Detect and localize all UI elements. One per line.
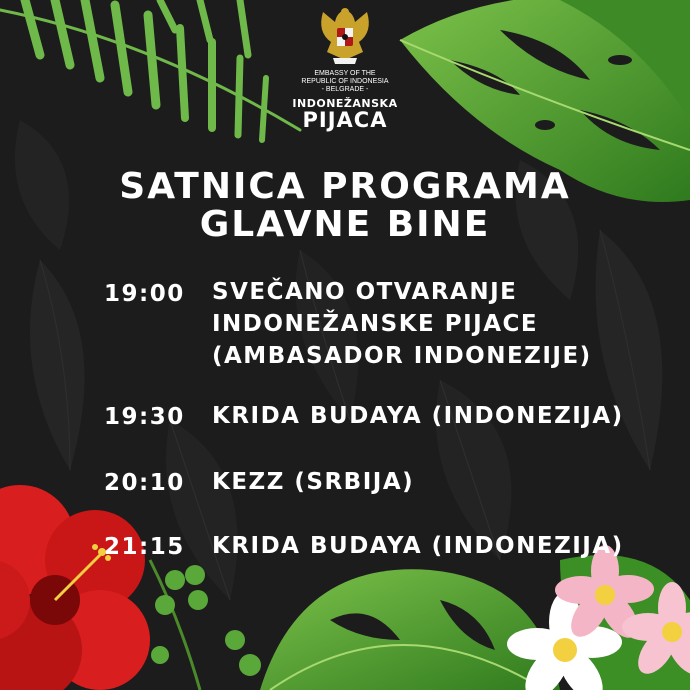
- schedule-time-3: 20:10: [104, 470, 185, 496]
- schedule-act-4: KRIDA BUDAYA (INDONEZIJA): [212, 533, 624, 559]
- monstera-leaf-bottom: [260, 569, 560, 690]
- schedule-time-1: 19:00: [104, 281, 185, 307]
- page-title-line-2: GLAVNE BINE: [199, 204, 491, 245]
- hibiscus-flower: [0, 485, 150, 690]
- brand-main-text: PIJACA: [302, 108, 388, 132]
- garuda-emblem-icon: [313, 2, 377, 68]
- schedule-act-2: KRIDA BUDAYA (INDONEZIJA): [212, 403, 624, 429]
- brand-top-text: INDONEŽANSKA: [292, 97, 398, 110]
- round-leaves-bottom: [150, 560, 261, 690]
- page-title-line-1: SATNICA PROGRAMA: [119, 166, 571, 207]
- schedule-act-3: KEZZ (SRBIJA): [212, 469, 415, 495]
- embassy-label-line-2: REPUBLIC OF INDONESIA: [301, 78, 389, 85]
- schedule-act-1-line-3: (AMBASADOR INDONEZIJE): [212, 343, 592, 369]
- schedule-time-2: 19:30: [104, 404, 185, 430]
- embassy-label-line-1: EMBASSY OF THE: [314, 70, 376, 77]
- schedule-time-4: 21:15: [104, 534, 185, 560]
- embassy-label-line-3: - BELGRADE -: [321, 86, 369, 93]
- schedule-act-1-line-1: SVEČANO OTVARANJE: [212, 279, 518, 305]
- schedule-act-1-line-2: INDONEŽANSKE PIJACE: [212, 311, 539, 337]
- palm-leaf-top-left: [0, 0, 300, 140]
